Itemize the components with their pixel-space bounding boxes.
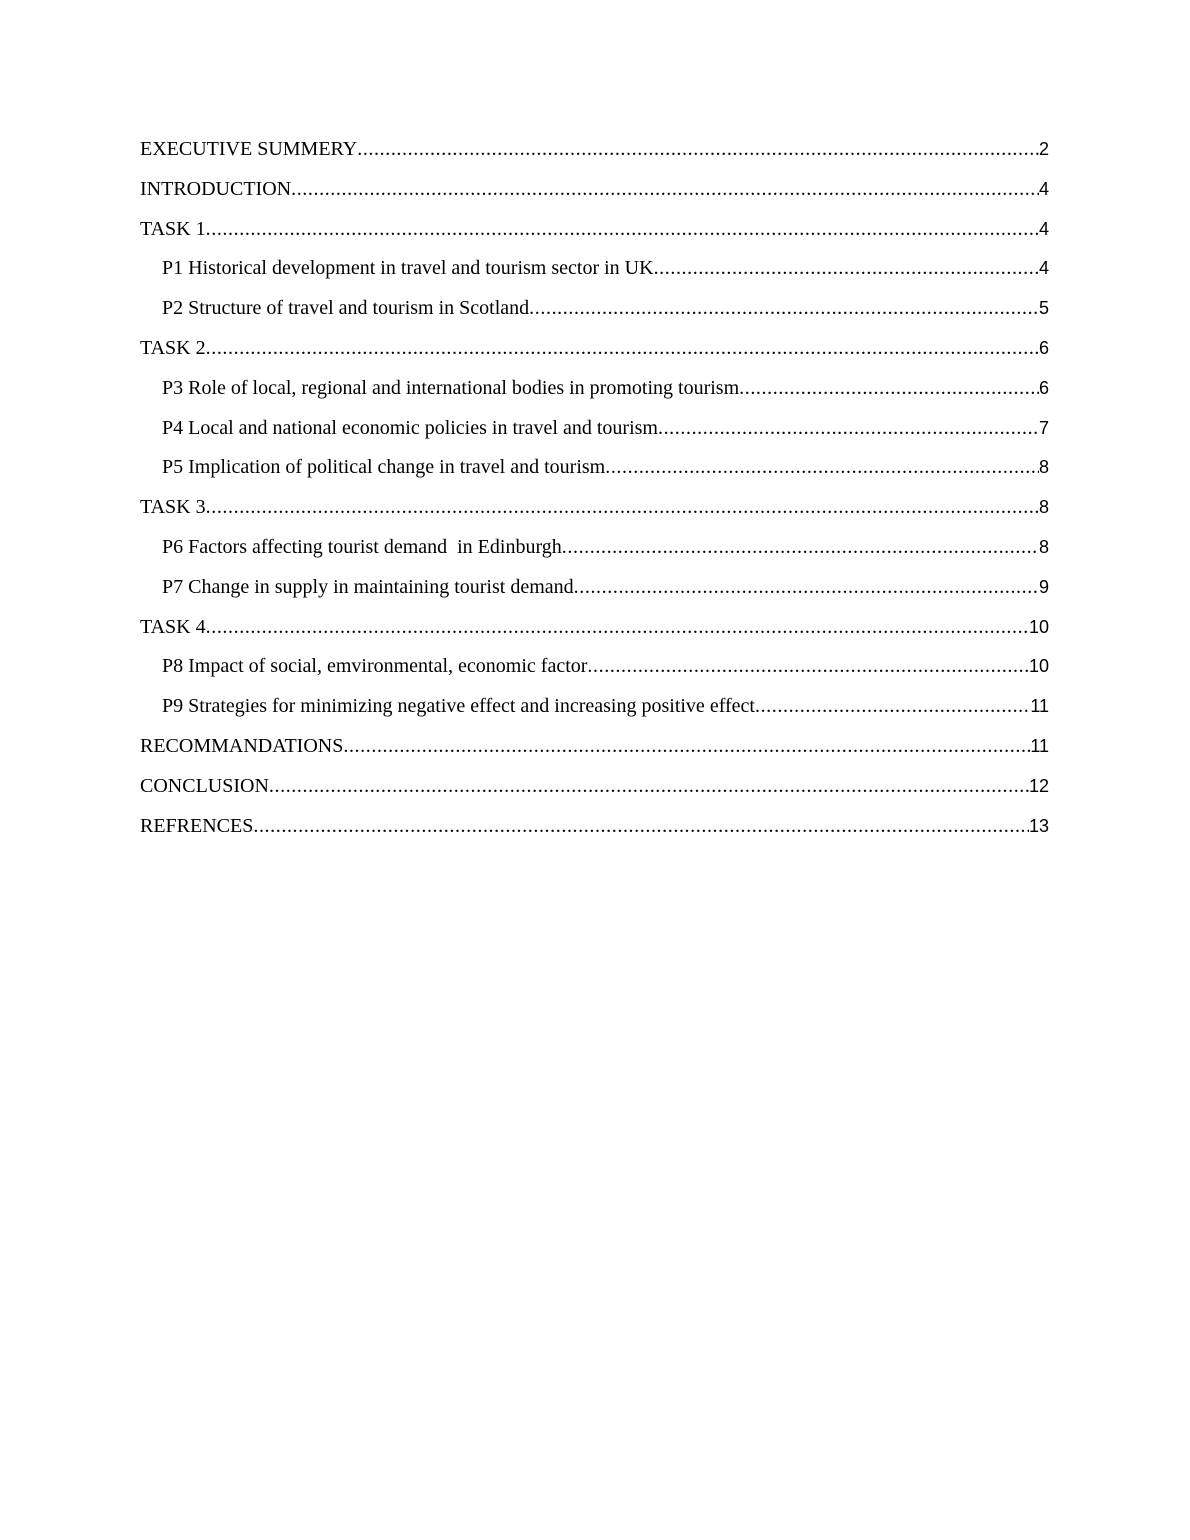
- toc-dot-leader: [658, 417, 1039, 440]
- toc-entry-task-3[interactable]: [140, 496, 1049, 536]
- toc-entry-title: REFRENCES: [140, 814, 254, 837]
- toc-entry-title: P8 Impact of social, emvironmental, economic factor: [162, 655, 588, 678]
- toc-entry-title: TASK 3: [140, 496, 206, 519]
- toc-entry-title: P2 Structure of travel and tourism in Scotland: [162, 297, 530, 320]
- toc-page-number: 10: [1028, 616, 1049, 637]
- toc-entry-task-2[interactable]: [140, 337, 1049, 377]
- toc-entry-task-4[interactable]: [140, 616, 1049, 656]
- toc-entry-title: TASK 1: [140, 217, 206, 240]
- toc-page-number: 5: [1038, 298, 1049, 319]
- toc-dot-leader: [755, 695, 1030, 718]
- toc-entry-conclusion[interactable]: [140, 775, 1049, 815]
- toc-dot-leader: [206, 496, 1039, 519]
- toc-entry-recommandations[interactable]: [140, 735, 1049, 775]
- toc-page-number: 8: [1038, 497, 1049, 518]
- toc-entry-title: P9 Strategies for minimizing negative effect and increasing positive effect: [162, 695, 755, 718]
- toc-entry-title: TASK 4: [140, 615, 206, 638]
- toc-entry-title: P3 Role of local, regional and international bodies in promoting tourism: [162, 376, 740, 399]
- toc-entry-p3[interactable]: [140, 377, 1049, 417]
- toc-dot-leader: [206, 616, 1029, 639]
- toc-page-number: 8: [1038, 457, 1049, 478]
- toc-entry-title: P6 Factors affecting tourist demand in Edinburgh: [162, 535, 562, 558]
- toc-dot-leader: [253, 815, 1029, 838]
- toc-page-number: 4: [1038, 258, 1049, 279]
- toc-page-number: 4: [1038, 218, 1049, 239]
- toc-page-number: 10: [1028, 656, 1049, 677]
- toc-entry-refrences[interactable]: [140, 815, 1049, 855]
- toc-entry-title: P7 Change in supply in maintaining tourist demand: [162, 575, 574, 598]
- toc-dot-leader: [206, 337, 1039, 360]
- toc-entry-title: TASK 2: [140, 336, 206, 359]
- toc-entry-introduction[interactable]: [140, 178, 1049, 218]
- toc-page-number: 4: [1038, 178, 1049, 199]
- toc-entry-title: P4 Local and national economic policies in travel and tourism: [162, 416, 658, 439]
- toc-dot-leader: [587, 655, 1029, 678]
- toc-dot-leader: [605, 456, 1039, 479]
- toc-entry-p4[interactable]: [140, 417, 1049, 457]
- toc-dot-leader: [269, 775, 1029, 798]
- toc-entry-title: INTRODUCTION: [140, 177, 292, 200]
- toc-page-number: 13: [1028, 815, 1049, 836]
- toc-dot-leader: [291, 178, 1039, 201]
- toc-dot-leader: [357, 138, 1039, 161]
- toc-page-number: 8: [1038, 536, 1049, 557]
- toc-entry-p7[interactable]: [140, 576, 1049, 616]
- toc-page-number: 11: [1030, 735, 1049, 756]
- toc-entry-task-1[interactable]: [140, 218, 1049, 258]
- toc-dot-leader: [562, 536, 1039, 559]
- toc-entry-p9[interactable]: [140, 695, 1049, 735]
- toc-page-number: 11: [1030, 696, 1049, 717]
- toc-entry-title: P5 Implication of political change in travel and tourism: [162, 456, 606, 479]
- table-of-contents: [140, 138, 1049, 854]
- toc-dot-leader: [574, 576, 1039, 599]
- toc-entry-p5[interactable]: [140, 456, 1049, 496]
- toc-entry-p2[interactable]: [140, 297, 1049, 337]
- toc-entry-title: CONCLUSION: [140, 774, 269, 797]
- toc-dot-leader: [529, 297, 1039, 320]
- toc-entry-p1[interactable]: [140, 257, 1049, 297]
- toc-page-number: 7: [1038, 417, 1049, 438]
- toc-entry-title: EXECUTIVE SUMMERY: [140, 138, 358, 160]
- toc-dot-leader: [739, 377, 1039, 400]
- toc-dot-leader: [206, 218, 1039, 241]
- toc-entry-p8[interactable]: [140, 655, 1049, 695]
- toc-page-number: 6: [1038, 337, 1049, 358]
- toc-entry-title: RECOMMANDATIONS: [140, 734, 344, 757]
- toc-page-number: 12: [1028, 775, 1049, 796]
- toc-dot-leader: [654, 257, 1039, 280]
- toc-entry-title: P1 Historical development in travel and tourism sector in UK: [162, 257, 654, 280]
- toc-dot-leader: [343, 735, 1030, 758]
- toc-page-number: 2: [1038, 139, 1049, 159]
- toc-page-number: 6: [1038, 377, 1049, 398]
- toc-entry-p6[interactable]: [140, 536, 1049, 576]
- toc-entry-executive-summery[interactable]: [140, 138, 1049, 178]
- toc-page-number: 9: [1038, 576, 1049, 597]
